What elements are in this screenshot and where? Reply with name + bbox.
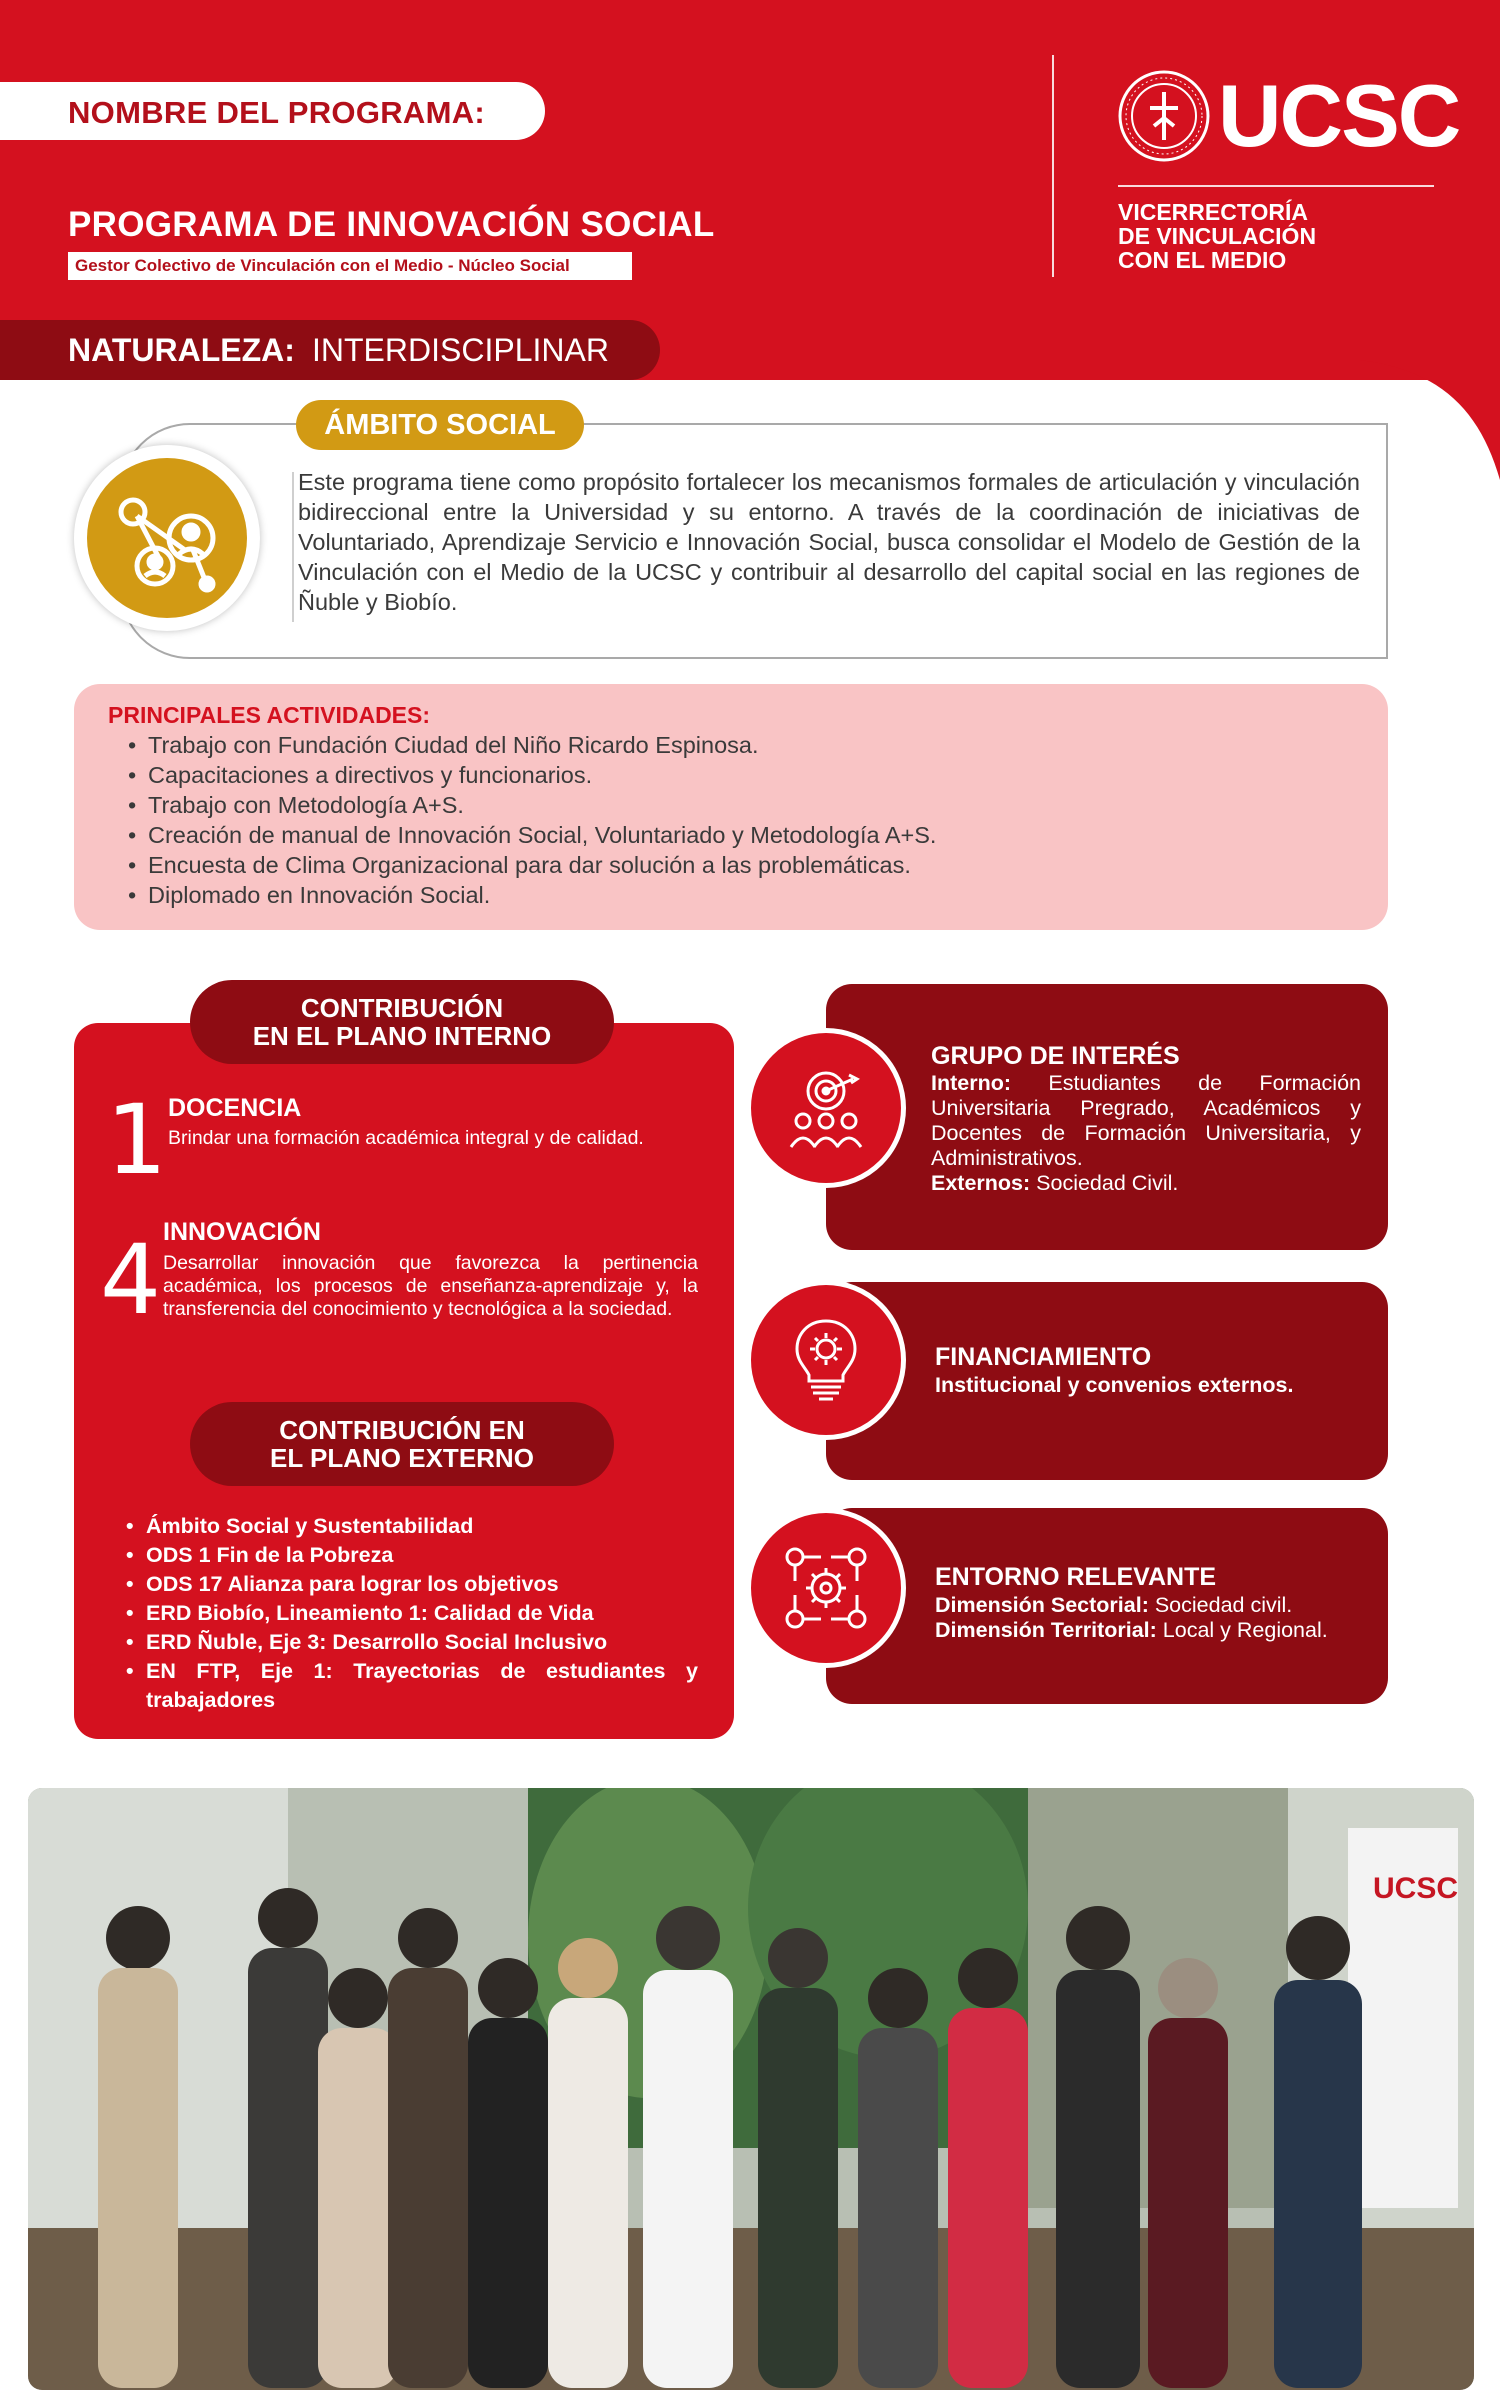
external-title-line: EL PLANO EXTERNO (270, 1443, 534, 1473)
group-photo-illustration (28, 1788, 1474, 2390)
external-item: • ERD Ñuble, Eje 3: Desarrollo Social Inclusivo (124, 1628, 698, 1657)
financiamiento-title: FINANCIAMIENTO (935, 1343, 1152, 1371)
program-label: NOMBRE DEL PROGRAMA: (68, 95, 486, 130)
ambito-icon-frame (74, 445, 260, 631)
entorno-territorial-text: Local y Regional. (1156, 1618, 1328, 1642)
activity-item: • Trabajo con Metodología A+S. (120, 790, 936, 820)
unit-line: CON EL MEDIO (1118, 247, 1287, 273)
ambito-icon-circle (87, 458, 247, 618)
activities-list (120, 730, 936, 910)
external-item: • ODS 1 Fin de la Pobreza (124, 1541, 698, 1570)
entorno-title: ENTORNO RELEVANTE (935, 1563, 1217, 1591)
external-item: • EN FTP, Eje 1: Trayectorias de estudiantes y trabajadores (124, 1657, 698, 1715)
activity-item: • Diplomado en Innovación Social. (120, 880, 936, 910)
university-seal-icon (1118, 70, 1210, 162)
grupo-title: GRUPO DE INTERÉS (931, 1042, 1180, 1070)
unit-line: DE VINCULACIÓN (1118, 223, 1317, 249)
docencia-text: Brindar una formación académica integral y de calidad. (168, 1127, 644, 1149)
program-subtitle: Gestor Colectivo de Vinculación con el Medio - Núcleo Social (68, 252, 632, 280)
financiamiento-icon-circle (746, 1280, 906, 1440)
unit-name (1118, 200, 1438, 272)
program-label-pill (0, 82, 545, 140)
innovacion-text: Desarrollar innovación que favorezca la pertinencia académica, los procesos de enseñanza-aprendizaje y, la transferencia del conocimiento y tecnológica a la sociedad. (163, 1252, 698, 1320)
grupo-icon-circle (746, 1028, 906, 1188)
activity-item: • Encuesta de Clima Organizacional para dar solución a las problemáticas. (120, 850, 936, 880)
social-network-icon (87, 458, 247, 618)
external-contribution-title (190, 1402, 614, 1486)
external-item: • ERD Biobío, Lineamiento 1: Calidad de Vida (124, 1599, 698, 1628)
grupo-text (931, 1071, 1361, 1196)
unit-line: VICERRECTORÍA (1118, 199, 1308, 225)
grupo-externo-label: Externos: (931, 1171, 1031, 1195)
financiamiento-text: Institucional y convenios externos. (935, 1373, 1294, 1397)
entorno-sectorial-label: Dimensión Sectorial: (935, 1593, 1149, 1617)
naturaleza-band (0, 320, 660, 380)
grupo-externo-text: Sociedad Civil. (1030, 1171, 1179, 1195)
internal-title-line: EN EL PLANO INTERNO (252, 1021, 552, 1051)
entorno-text (935, 1593, 1375, 1643)
ambito-description: Este programa tiene como propósito fortalecer los mecanismos formales de articulación y vinculación bidireccional entre la Universidad y su entorno. A través de la coordinación de iniciativas de Voluntariado, Aprendizaje Servicio e Innovación Social, busca consolidar el Modelo de Gestión de la Vinculación con el Medio de la UCSC y contribuir al desarrollo del capital social en las regiones de Ñuble y Biobío. (298, 469, 1360, 615)
entorno-icon-circle (746, 1508, 906, 1668)
ucsc-logo: UCSC (1218, 66, 1460, 165)
photo-banner-text: UCSC (1373, 1872, 1459, 1905)
ambito-tab: ÁMBITO SOCIAL (296, 400, 584, 450)
header-divider-horizontal (1118, 185, 1434, 187)
activity-item: • Trabajo con Fundación Ciudad del Niño Ricardo Espinosa. (120, 730, 936, 760)
lightbulb-gear-icon (781, 1315, 871, 1405)
item-number: 4 (100, 1224, 162, 1336)
group-photo (28, 1788, 1474, 2390)
internal-contribution-title (190, 980, 614, 1064)
entorno-sectorial-text: Sociedad civil. (1148, 1593, 1293, 1617)
grupo-interno-label: Interno: (931, 1071, 1012, 1095)
activity-item: • Creación de manual de Innovación Social, Voluntariado y Metodología A+S. (120, 820, 936, 850)
internal-title-line: CONTRIBUCIÓN (300, 993, 504, 1023)
item-number: 1 (106, 1084, 168, 1196)
naturaleza-value: INTERDISCIPLINAR (312, 332, 609, 368)
program-name: PROGRAMA DE INNOVACIÓN SOCIAL (68, 205, 715, 244)
header-divider-vertical (1052, 55, 1054, 277)
grupo-interno-text: Estudiantes de Formación Universitaria Pregrado, Académicos y Docentes de Formación Universitaria, y Administrativos. (931, 1071, 1361, 1170)
activity-item: • Capacitaciones a directivos y funcionarios. (120, 760, 936, 790)
target-people-icon (781, 1063, 871, 1153)
activities-title: PRINCIPALES ACTIVIDADES: (108, 702, 431, 728)
naturaleza-label: NATURALEZA: (68, 332, 295, 368)
external-list (124, 1512, 698, 1715)
docencia-title: DOCENCIA (168, 1094, 302, 1122)
external-title-line: CONTRIBUCIÓN EN (279, 1415, 525, 1445)
gear-network-icon (781, 1543, 871, 1633)
entorno-territorial-label: Dimensión Territorial: (935, 1618, 1157, 1642)
innovacion-title: INNOVACIÓN (163, 1218, 321, 1246)
external-item: • ODS 17 Alianza para lograr los objetivos (124, 1570, 698, 1599)
external-item: • Ámbito Social y Sustentabilidad (124, 1512, 698, 1541)
